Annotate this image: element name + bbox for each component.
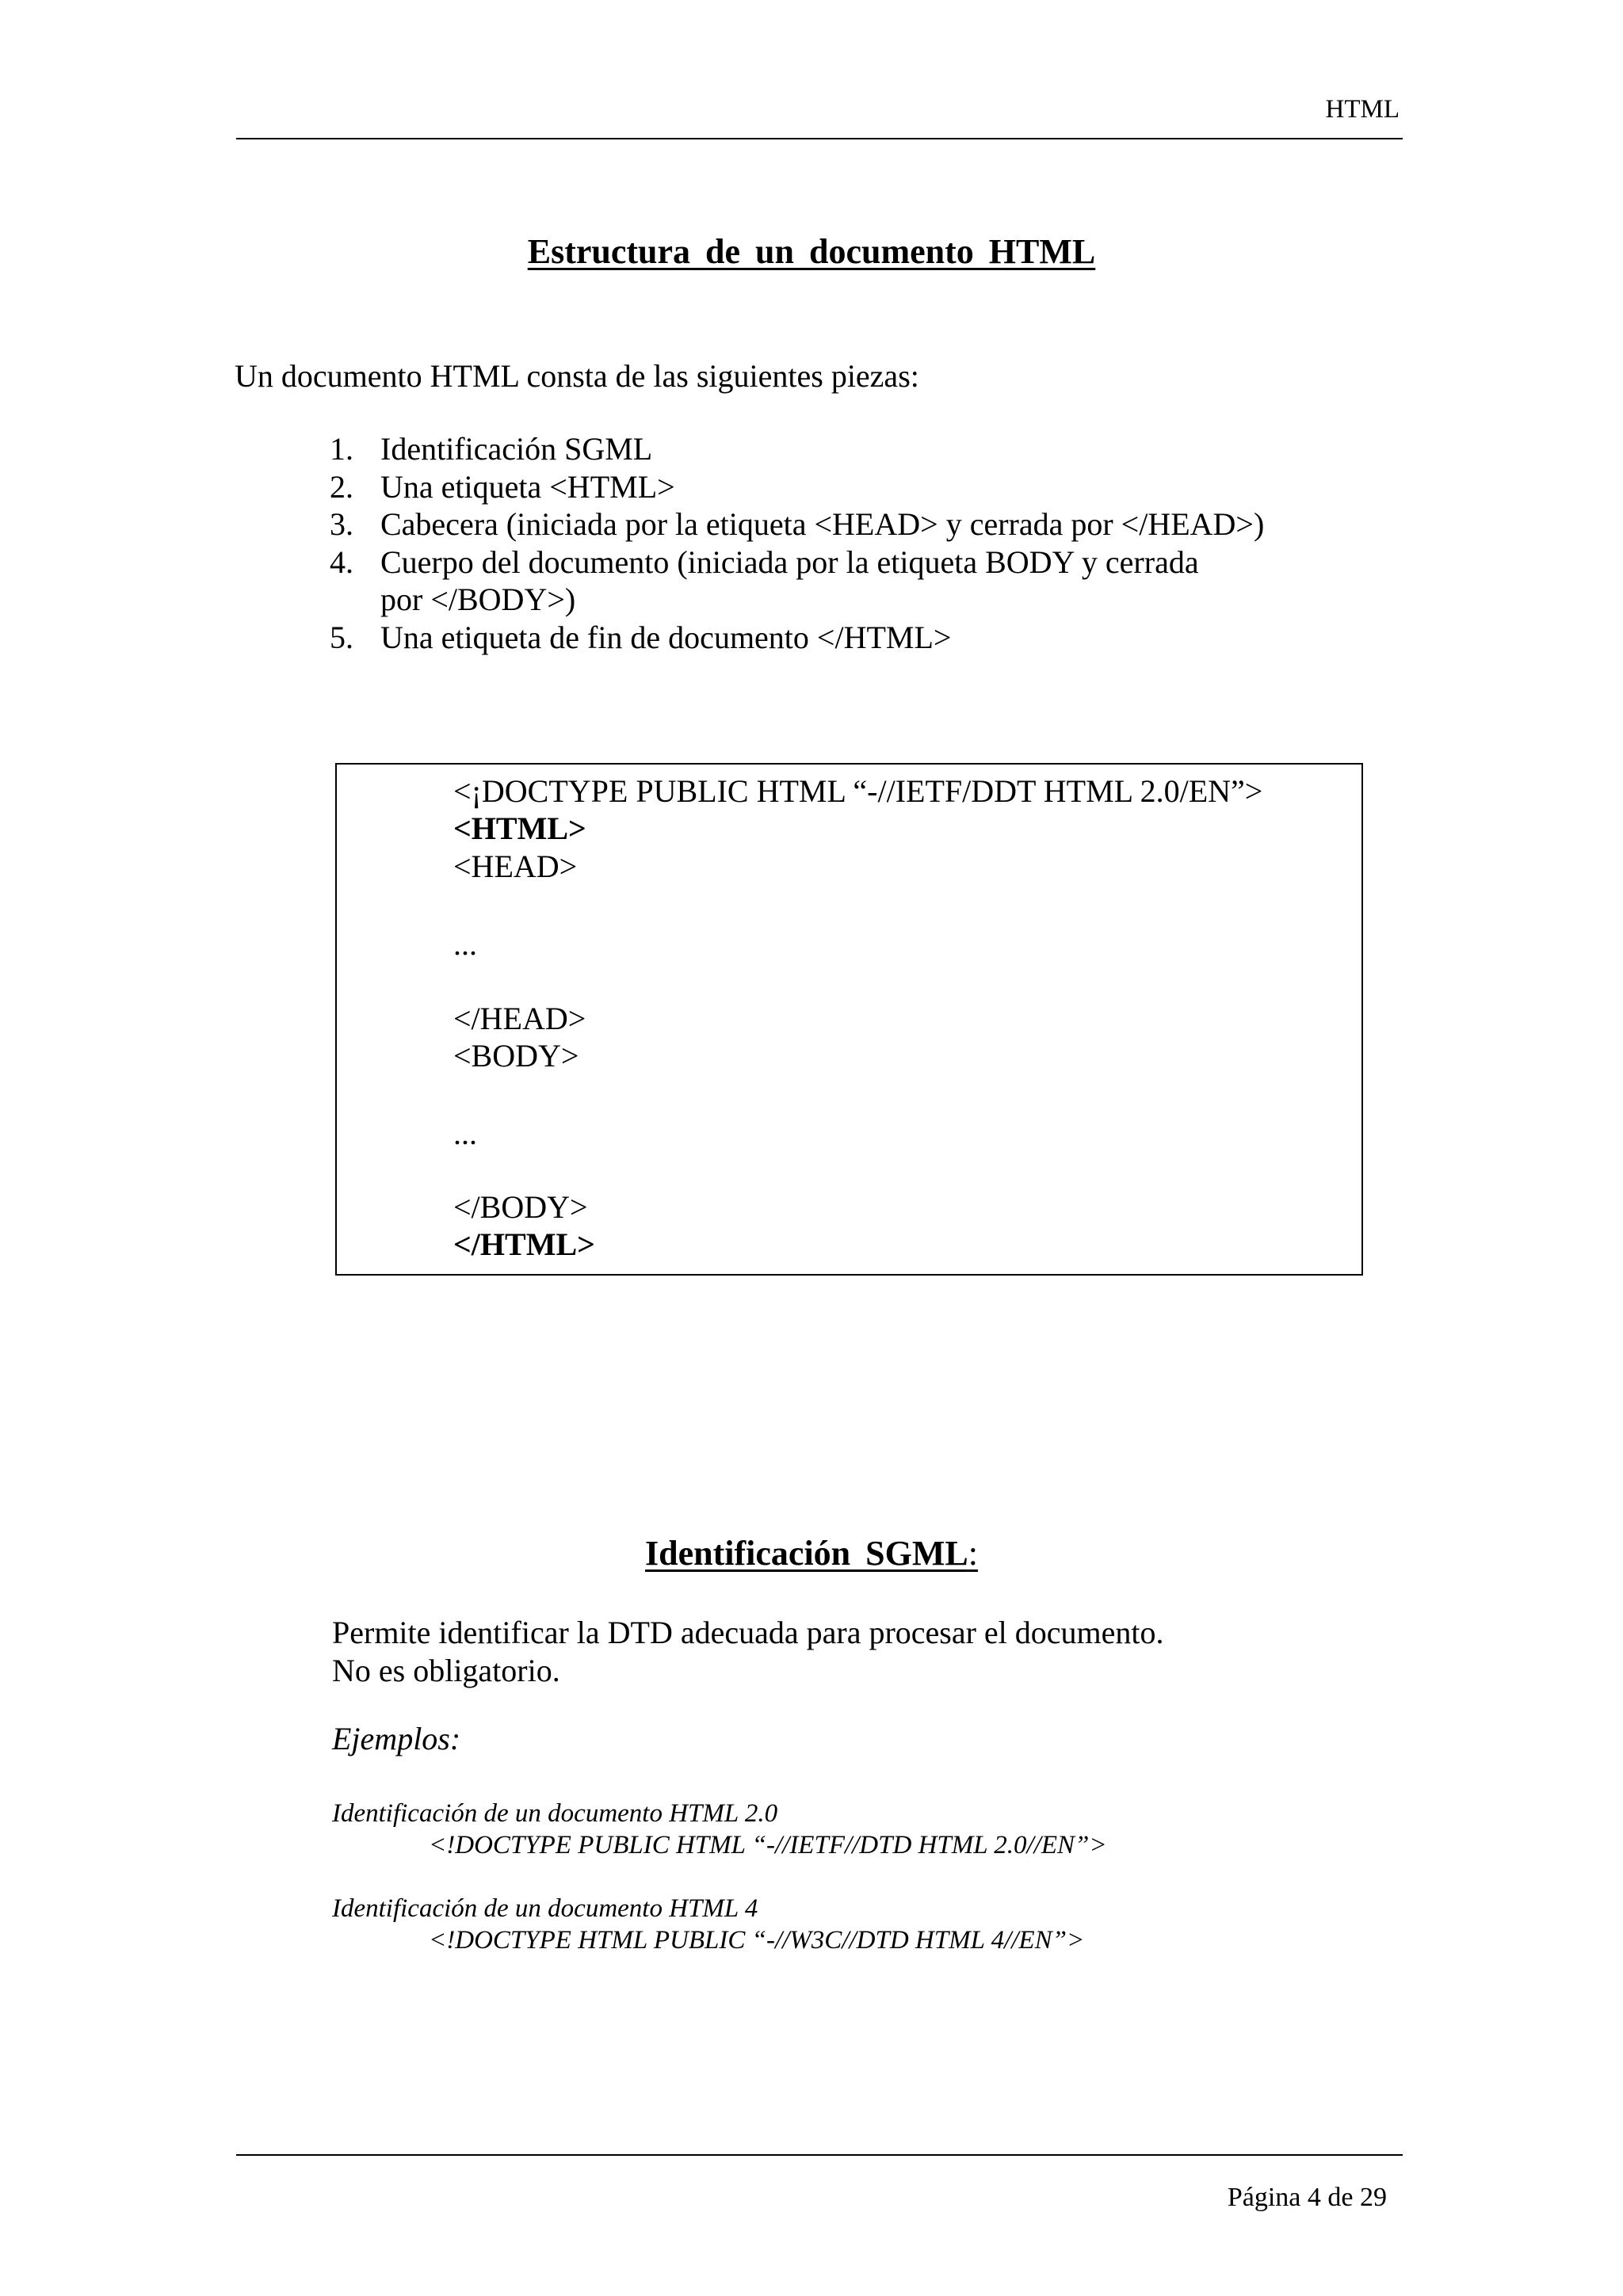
code-line-doctype: <¡DOCTYPE PUBLIC HTML “-//IETF/DDT HTML 2.0/EN”> (453, 773, 1263, 809)
code-line-body-open: <BODY> (453, 1038, 579, 1074)
footer-rule (236, 2154, 1403, 2156)
examples-label: Ejemplos: (332, 1721, 461, 1756)
sgml-description-line1: Permite identificar la DTD adecuada para procesar el documento. (332, 1615, 1164, 1650)
code-line-ellipsis: ... (453, 926, 477, 962)
list-item-text: Una etiqueta de fin de documento </HTML> (380, 619, 952, 655)
list-item (325, 468, 1355, 506)
example-caption: Identificación de un documento HTML 2.0 (332, 1799, 778, 1828)
page-number: Página 4 de 29 (1227, 2183, 1387, 2212)
list-item-number: 3. (330, 506, 353, 542)
list-item (325, 505, 1355, 543)
example-code: <!DOCTYPE PUBLIC HTML “-//IETF//DTD HTML 2.0//EN”> (429, 1831, 1107, 1859)
running-header: HTML (1325, 95, 1400, 124)
section-title-sgml-colon: : (968, 1534, 978, 1573)
code-line-head-open: <HEAD> (453, 849, 578, 884)
list-item (325, 543, 1355, 619)
code-line-ellipsis: ... (453, 1116, 477, 1151)
list-item-text: Cuerpo del documento (iniciada por la etiqueta BODY y cerrada por </BODY>) (380, 543, 1199, 617)
list-item-text: Identificación SGML (380, 431, 653, 467)
section-title-sgml (0, 1532, 1623, 1575)
code-line-html-open: <HTML> (453, 810, 586, 846)
list-item-number: 2. (330, 468, 353, 505)
example-caption: Identificación de un documento HTML 4 (332, 1894, 758, 1923)
list-item-text: Cabecera (iniciada por la etiqueta <HEAD> y cerrada por </HEAD>) (380, 506, 1265, 542)
list-item-number: 1. (330, 431, 353, 467)
pieces-list (325, 430, 1355, 656)
code-line-html-close: </HTML> (453, 1226, 595, 1262)
list-item-number: 5. (330, 619, 353, 655)
section-title-sgml-text: Identificación SGML (645, 1534, 968, 1573)
example-code: <!DOCTYPE HTML PUBLIC “-//W3C//DTD HTML 4//EN”> (429, 1926, 1085, 1955)
list-item (325, 619, 1355, 657)
header-rule (236, 138, 1403, 139)
intro-paragraph: Un documento HTML consta de las siguientes piezas: (235, 358, 919, 394)
list-item-number: 4. (330, 543, 353, 580)
code-line-head-close: </HEAD> (453, 1001, 586, 1036)
list-item (325, 430, 1355, 468)
code-line-body-close: </BODY> (453, 1189, 588, 1225)
list-item-text: Una etiqueta <HTML> (380, 468, 675, 505)
sgml-description-line2: No es obligatorio. (332, 1653, 560, 1688)
section-title-structure: Estructura de un documento HTML (527, 232, 1096, 271)
